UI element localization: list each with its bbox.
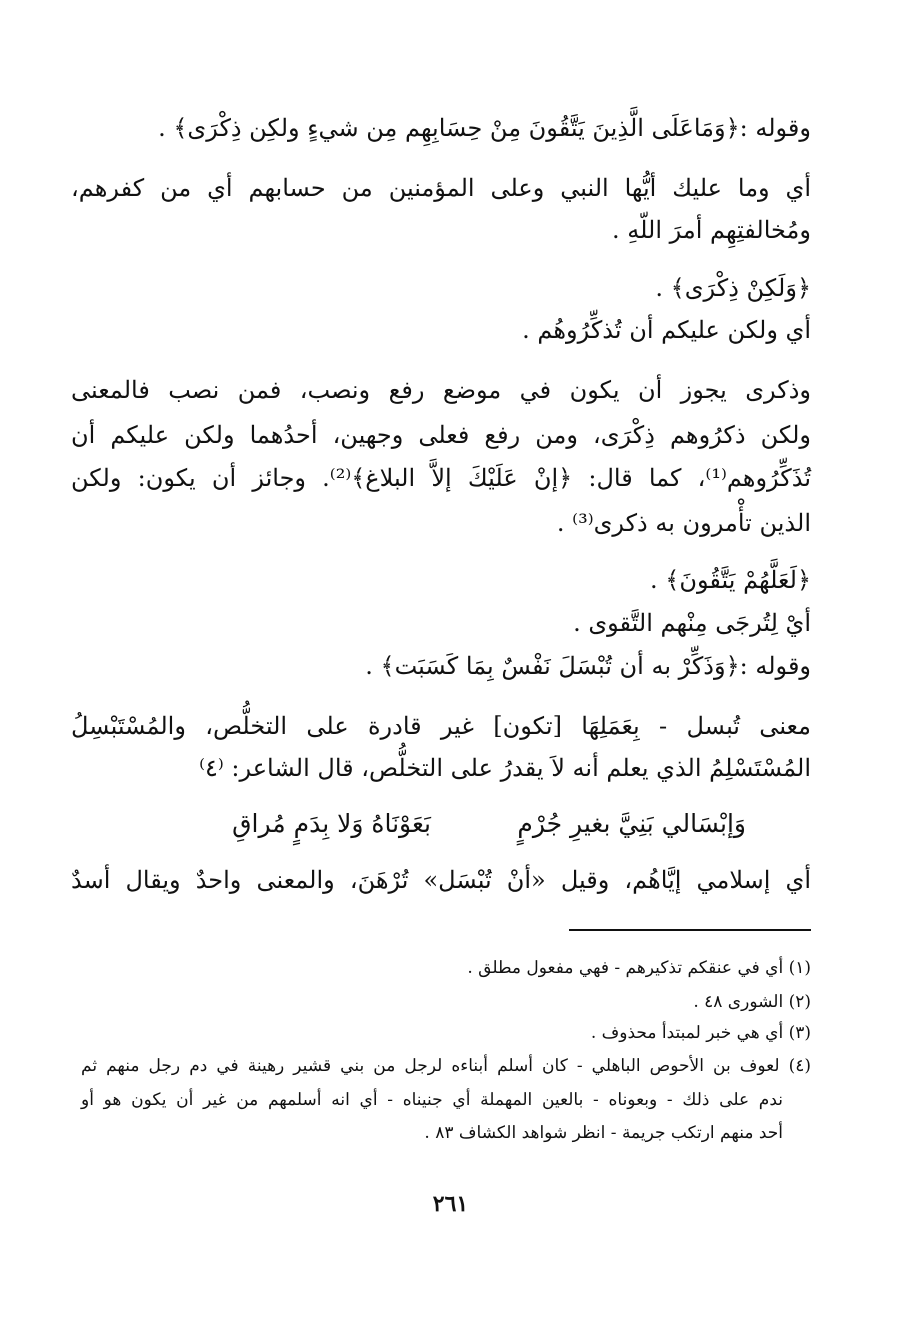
- paragraph-line: الذين تأْمرون به ذكرى⁽³⁾ .: [556, 509, 811, 537]
- footnote-separator: [569, 929, 811, 931]
- paragraph-line: معنى تُبسل - بِعَمَلِهَا [تكون] غير قادرة على التخلُّص، والمُسْتَبْسِلُ: [71, 712, 811, 740]
- verse-second-hemistich: بَعَوْنَاهُ وَلا بِدَمٍ مُراقِ: [232, 809, 431, 838]
- verse-quote-line: وقوله :﴿وَذَكِّرْ به أن تُبْسَلَ نَفْسٌ بِمَا كَسَبَت﴾ .: [365, 652, 811, 680]
- footnote-3: (٣) أي هي خبر لمبتدأ محذوف .: [590, 1023, 811, 1043]
- footnote-4-continuation: ندم على ذلك - وبعوناه - بالعين المهملة أي جنيناه - أي انه أسلمهم من غير أن يكون هو أو: [81, 1090, 783, 1110]
- footnote-1: (١) أي في عنقكم تذكيرهم - فهي مفعول مطلق .: [467, 958, 811, 978]
- paragraph-line: أي وما عليك أيُّها النبي وعلى المؤمنين من حسابهم أي من كفرهم،: [71, 174, 811, 202]
- verse-quote-line: ﴿وَلَكِنْ ذِكْرَى﴾ .: [655, 274, 811, 302]
- paragraph-line: وذكرى يجوز أن يكون في موضع رفع ونصب، فمن نصب فالمعنى: [71, 376, 811, 404]
- verse-quote-line: ﴿لَعَلَّهُمْ يَتَّقُونَ﴾ .: [650, 566, 811, 594]
- verse-quote-line: وقوله :﴿وَمَاعَلَى الَّذِينَ يَتَّقُونَ مِنْ حِسَابِهِم مِن شيءٍ ولكِن ذِكْرَى﴾ .: [158, 114, 811, 142]
- paragraph-line: ولكن ذكرُوهم ذِكْرَى، ومن رفع فعلى وجهين، أحدُهما ولكن عليكم أن: [71, 421, 811, 449]
- footnote-2: (٢) الشورى ٤٨ .: [693, 992, 811, 1012]
- paragraph-line: تُذَكِّرُوهم⁽¹⁾، كما قال: ﴿إنْ عَلَيْكَ إلاَّ البلاغ﴾⁽²⁾. وجائز أن يكون: ولكن: [71, 464, 811, 492]
- paragraph-line: أيْ لِتُرجَى مِنْهم التَّقوى .: [573, 609, 811, 637]
- paragraph-line: المُسْتَسْلِمُ الذي يعلم أنه لاَ يقدرُ على التخلُّص، قال الشاعر: ⁽٤⁾: [199, 754, 811, 782]
- verse-first-hemistich: وَإبْسَالي بَنِيَّ بغيرِ جُرْمٍ: [517, 809, 746, 838]
- paragraph-line: أي إسلامي إيَّاهُم، وقيل «أنْ تُبْسَل» تُرْهَنَ، والمعنى واحدٌ ويقال أسدٌ: [71, 866, 811, 894]
- page-number: ٢٦١: [432, 1191, 469, 1217]
- footnote-4: (٤) لعوف بن الأحوص الباهلي - كان أسلم أبناءه لرجل من بني قشير رهينة في دم رجل منهم ثم: [81, 1056, 811, 1076]
- footnote-4-continuation: أحد منهم ارتكب جريمة - انظر شواهد الكشاف ٨٣ .: [424, 1123, 783, 1143]
- paragraph-line: أي ولكن عليكم أن تُذكِّرُوهُم .: [522, 316, 811, 344]
- paragraph-line: ومُخالفتِهِم أمرَ اللّهِ .: [611, 216, 811, 244]
